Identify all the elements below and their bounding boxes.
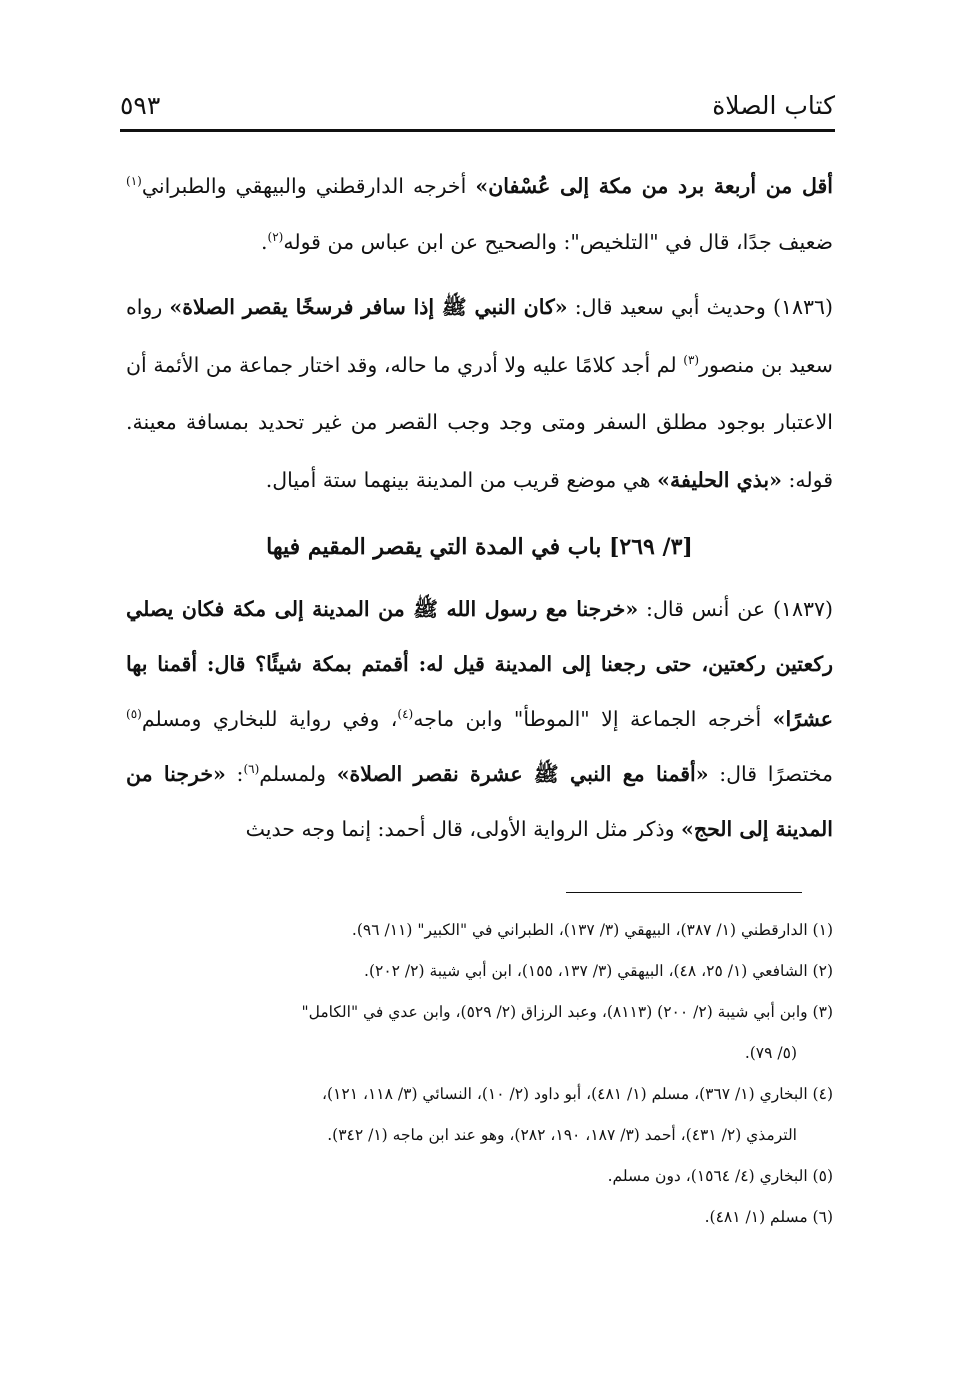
footnote-text: الترمذي (٢/ ٤٣١)، أحمد (٣/ ١٨٧، ١٩٠، ٢٨٢)، وهو عند ابن ماجه (١/ ٣٤٢). [327, 1126, 797, 1144]
footnotes-list [126, 910, 833, 1238]
hadith-number: (١٨٣٦) وحديث أبي سعيد قال: [567, 295, 833, 319]
paragraph-3 [126, 582, 833, 857]
hadith-number: (١٨٣٧) عن أنس قال: [638, 597, 833, 621]
hadith-quote: «خرجنا مع رسول الله ﷺ من المدينة إلى مكة فكان يصلي ركعتين ركعتين، حتى رجعنا إلى المدينة قيل له: أقمتم بمكة شيئًا؟ قال: أقمنا بها عشرًا» [126, 597, 834, 731]
footnote-ref-1[interactable]: (١) [126, 174, 142, 189]
body-text: أخرجه الجماعة إلا "الموطأ" وابن ماجه [413, 707, 773, 731]
body-text: ، وفي رواية للبخاري ومسلم [141, 707, 398, 731]
bold-term: «بذي الحليفة» [657, 467, 782, 492]
footnote-ref-4[interactable]: (٤) [397, 707, 414, 722]
footnote-3-continuation [126, 1033, 833, 1074]
footnote-4 [126, 1074, 833, 1115]
body-text: لم أجد كلامًا عليه ولا أدري ما حاله، وقد اختار جماعة من الأئمة أن الاعتبار بوجود مطلق السفر ومتى وجد وجب القصر من غير تحديد بمسافة معينة. قوله: [126, 352, 833, 492]
footnote-ref-5[interactable]: (٥) [126, 707, 142, 722]
body-text: : [225, 762, 244, 786]
page-header [120, 88, 835, 124]
footnote-1 [126, 910, 833, 951]
footnote-ref-2[interactable]: (٢) [267, 230, 284, 245]
body-text: أخرجه الدارقطني والبيهقي والطبراني [141, 174, 476, 198]
running-title: كتاب الصلاة [712, 91, 835, 120]
hadith-quote: «خرجنا من المدينة إلى الحج» [126, 762, 833, 841]
footnote-5 [126, 1156, 833, 1197]
footnote-text: (٢) الشافعي (١/ ٢٥، ٤٨)، البيهقي (٣/ ١٣٧، ١٥٥)، ابن أبي شيبة (٢/ ٢٠٢). [364, 962, 833, 980]
footnote-6 [126, 1197, 833, 1238]
header-rule [120, 129, 835, 132]
body-text: . [260, 230, 268, 254]
footnote-2 [126, 951, 833, 992]
footnote-3 [126, 992, 833, 1033]
footnote-separator [566, 892, 802, 893]
hadith-quote: «كان النبي ﷺ إذا سافر فرسخًا يقصر الصلاة» [169, 295, 568, 319]
section-heading: [٣/ ٢٦٩] باب في المدة التي يقصر المقيم فيها [266, 534, 693, 560]
hadith-quote: «أقمنا مع النبي ﷺ عشرة نقصر الصلاة» [336, 762, 709, 786]
body-text: مختصرًا قال: [708, 762, 833, 786]
footnote-text: (٤) البخاري (١/ ٣٦٧)، مسلم (١/ ٤٨١)، أبو داود (٢/ ١٠)، النسائي (٣/ ١١٨، ١٢١)، [321, 1085, 833, 1103]
footnote-text: (١) الدارقطني (١/ ٣٨٧)، البيهقي (٣/ ١٣٧)، الطبراني في "الكبير" (١١/ ٩٦). [351, 921, 833, 939]
footnote-text: (٦) مسلم (١/ ٤٨١). [704, 1208, 833, 1226]
footnote-text: (٣) وابن أبي شيبة (٢/ ٢٠٠) (٨١١٣)، وعبد الرزاق (٢/ ٥٢٩)، وابن عدي في "الكامل" [301, 1003, 833, 1021]
body-text: ولمسلم [259, 762, 337, 786]
footnote-text: (٥/ ٧٩). [744, 1044, 797, 1062]
footnote-4-continuation [126, 1115, 833, 1156]
paragraph-2 [126, 279, 833, 509]
page-number: ٥٩٣ [120, 91, 161, 120]
body-text: هي موضع قريب من المدينة بينهما ستة أميال. [265, 467, 658, 492]
body-text: ضعيف جدًا، قال في "التلخيص": والصحيح عن ابن عباس من قوله [283, 230, 833, 254]
footnote-text: (٥) البخاري (٤/ ١٥٦٤)، دون مسلم. [607, 1167, 833, 1185]
footnote-ref-3[interactable]: (٣) [683, 352, 700, 367]
footnote-ref-6[interactable]: (٦) [243, 762, 260, 777]
body-text: وذكر مثل الرواية الأولى، قال أحمد: إنما وجه حديث [245, 817, 682, 841]
body-text: رواه سعيد بن منصور [126, 295, 833, 377]
paragraph-1 [126, 158, 833, 270]
bold-text: أقل من أربعة برد من مكة إلى عُسْفان» [475, 174, 833, 198]
